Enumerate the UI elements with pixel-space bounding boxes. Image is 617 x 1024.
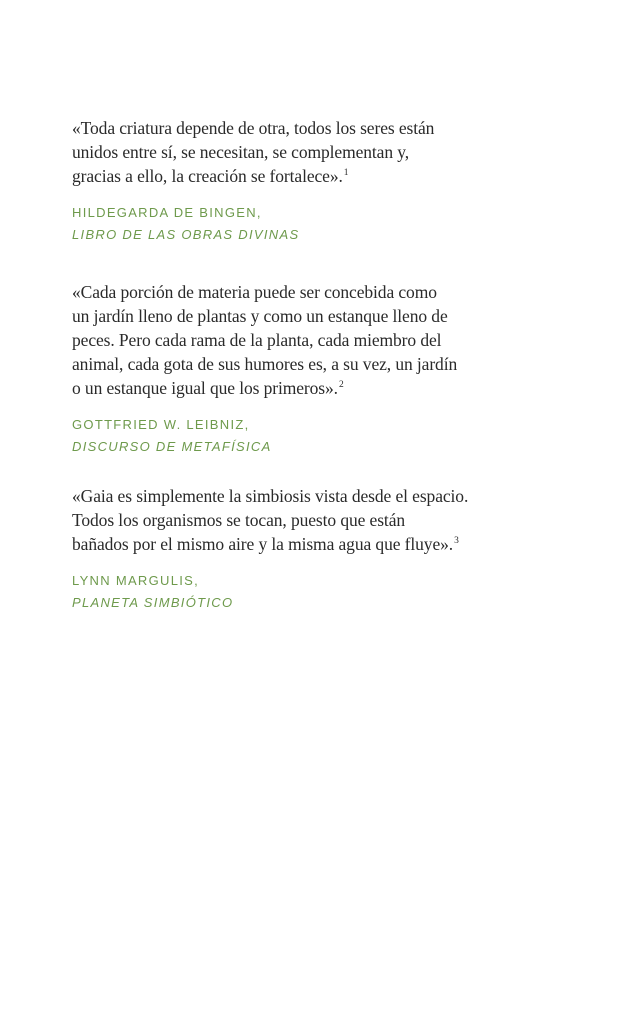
quote-text <box>72 484 492 560</box>
work-title: PLANETA SIMBIÓTICO <box>72 595 234 610</box>
epigraph-hildegarda <box>72 116 492 246</box>
quote-text <box>72 280 492 404</box>
quote-line-last <box>72 376 492 404</box>
quote-line: animal, cada gota de sus humores es, a su vez, un jardín <box>72 354 458 374</box>
quote-line-text: gracias a ello, la creación se fortalece». <box>72 166 343 186</box>
footnote-marker: 1 <box>343 168 349 178</box>
quote-line: peces. Pero cada rama de la planta, cada miembro del <box>72 330 442 350</box>
quote-line-text: bañados por el mismo aire y la misma agua que fluye». <box>72 534 454 554</box>
quote-line: un jardín lleno de plantas y como un estanque lleno de <box>72 306 448 326</box>
quote-text <box>72 116 492 192</box>
quote-line: unidos entre sí, se necesitan, se complementan y, <box>72 142 410 162</box>
author-name: LYNN MARGULIS, <box>72 573 200 588</box>
quote-line: «Cada porción de materia puede ser concebida como <box>72 282 437 302</box>
attribution <box>72 202 492 246</box>
author-name: HILDEGARDA DE BINGEN, <box>72 205 262 220</box>
attribution <box>72 570 492 614</box>
footnote-marker: 2 <box>338 380 344 390</box>
quote-line-text: o un estanque igual que los primeros». <box>72 378 338 398</box>
quote-line: Todos los organismos se tocan, puesto que están <box>72 510 406 530</box>
attribution <box>72 414 492 458</box>
epigraph-margulis <box>72 484 492 614</box>
quote-line: «Toda criatura depende de otra, todos los seres están <box>72 118 435 138</box>
quote-line-last <box>72 532 492 560</box>
work-title: LIBRO DE LAS OBRAS DIVINAS <box>72 227 300 242</box>
quote-line: «Gaia es simplemente la simbiosis vista desde el espacio. <box>72 486 469 506</box>
work-title: DISCURSO DE METAFÍSICA <box>72 439 272 454</box>
quote-line-last <box>72 164 492 192</box>
footnote-marker: 3 <box>454 536 459 546</box>
epigraph-leibniz <box>72 280 492 458</box>
author-name: GOTTFRIED W. LEIBNIZ, <box>72 417 250 432</box>
